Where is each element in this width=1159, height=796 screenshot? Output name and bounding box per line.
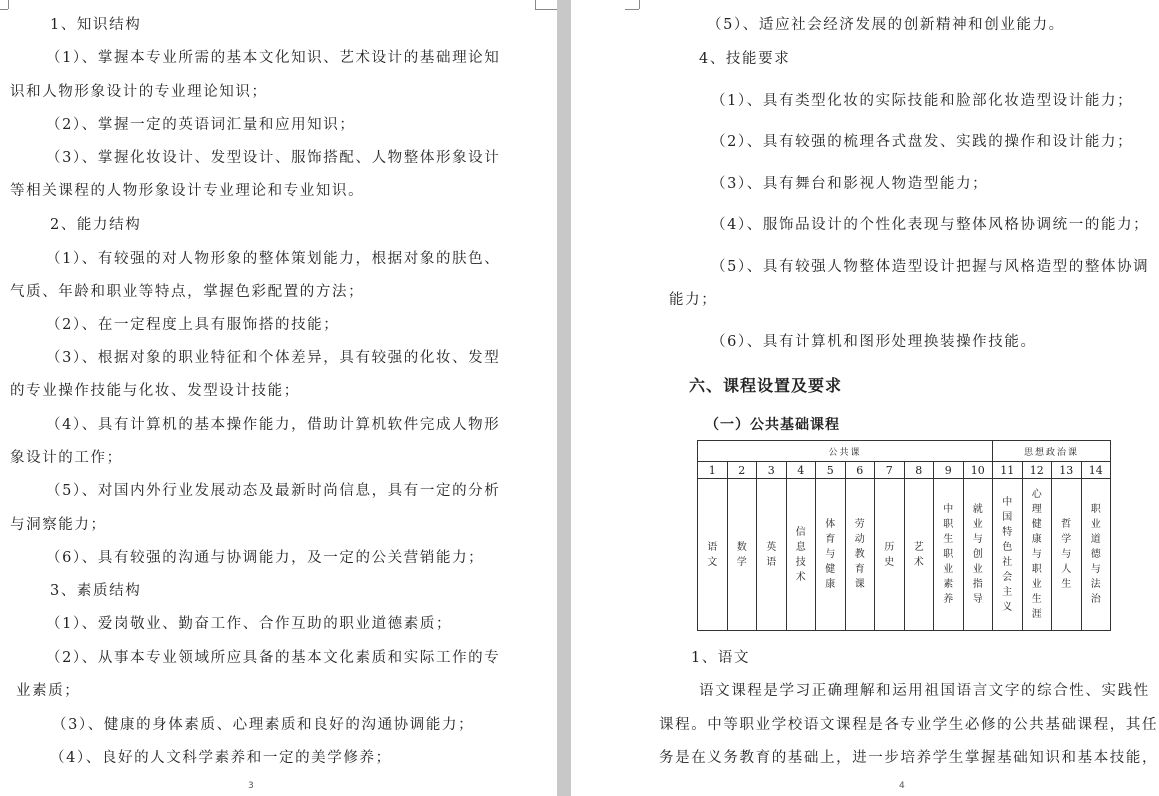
chapter-heading: 六、课程设置及要求: [689, 376, 843, 395]
crop-mark: [0, 9, 8, 10]
page-number: 4: [899, 781, 905, 791]
course-name: 数学: [736, 541, 747, 568]
paragraph-line: 气质、年龄和职业等特点，掌握色彩配置的方法；: [10, 284, 365, 300]
paragraph-line: 象设计的工作；: [10, 450, 123, 466]
table-number-cell: 3: [757, 462, 787, 479]
course-name: 职业道德与法治: [1090, 504, 1101, 606]
table-number-cell: 10: [963, 462, 993, 479]
table-number-cell: 12: [1022, 462, 1052, 479]
table-course-cell: [934, 479, 964, 631]
paragraph-line: （2）、掌握一定的英语词汇量和应用知识；: [46, 117, 356, 133]
paragraph-line: （3）、具有舞台和影视人物造型能力；: [711, 176, 989, 192]
subsection-heading-chinese: 1、语文: [691, 650, 751, 666]
table-course-cell: [845, 479, 875, 631]
paragraph-line: （3）、根据对象的职业特征和个体差异，具有较强的化妆、发型: [46, 350, 501, 366]
paragraph-line: 业素质；: [16, 683, 81, 699]
crop-mark: [639, 0, 640, 9]
table-number-cell: 9: [934, 462, 964, 479]
document-page-right: [571, 0, 1159, 796]
course-name: 艺术: [913, 541, 924, 568]
course-name: 就业与创业指导: [972, 504, 983, 606]
table-course-cell: [786, 479, 816, 631]
paragraph-line: （4）、具有计算机的基本操作能力，借助计算机软件完成人物形: [46, 417, 501, 433]
paragraph-line: 与洞察能力；: [10, 517, 107, 533]
course-name: 中职生职业素养: [943, 504, 954, 606]
table-number-cell: 1: [698, 462, 728, 479]
course-name: 心理健康与职业生涯: [1031, 489, 1042, 621]
table-course-cell: [875, 479, 905, 631]
table-number-cell: 6: [845, 462, 875, 479]
course-name: 劳动教育课: [854, 519, 865, 591]
crop-mark: [8, 0, 9, 9]
table-number-cell: 14: [1081, 462, 1111, 479]
paragraph-line: （1）、具有类型化妆的实际技能和脸部化妆造型设计能力；: [711, 93, 1134, 109]
course-name: 哲学与人生: [1061, 519, 1072, 591]
section-heading-ability: 2、能力结构: [50, 217, 142, 233]
crop-mark: [625, 9, 639, 10]
paragraph-line: （5）、具有较强人物整体造型设计把握与风格造型的整体协调: [711, 259, 1150, 275]
course-name: 体育与健康: [825, 519, 836, 591]
paragraph-line: 能力；: [669, 292, 718, 308]
table-course-cell: [1081, 479, 1111, 631]
table-course-cell: [1052, 479, 1082, 631]
table-course-cell: [1022, 479, 1052, 631]
table-number-cell: 5: [816, 462, 846, 479]
table-number-cell: 2: [727, 462, 757, 479]
section-heading-knowledge: 1、知识结构: [50, 17, 142, 33]
course-name: 信息技术: [795, 526, 806, 583]
paragraph-line: （6）、具有较强的沟通与协调能力，及一定的公关营销能力；: [46, 550, 485, 566]
paragraph-line: 课程。中等职业学校语文课程是各专业学生必修的公共基础课程，其任: [659, 717, 1159, 733]
paragraph-line: （5）、适应社会经济发展的创新精神和创业能力。: [707, 17, 1065, 33]
paragraph-line: （5）、对国内外行业发展动态及最新时尚信息，具有一定的分析: [46, 483, 501, 499]
section-heading-skills: 4、技能要求: [699, 51, 791, 67]
section-heading-quality: 3、素质结构: [50, 583, 142, 599]
paragraph-line: （2）、具有较强的梳理各式盘发、实践的操作和设计能力；: [711, 134, 1134, 150]
paragraph-line: 识和人物形象设计的专业理论知识；: [10, 84, 268, 100]
table-number-cell: 11: [993, 462, 1023, 479]
paragraph-line: （3）、掌握化妆设计、发型设计、服饰搭配、人物整体形象设计: [46, 150, 501, 166]
table-course-cell: [993, 479, 1023, 631]
paragraph-line: 的专业操作技能与化妆、发型设计技能；: [10, 383, 300, 399]
table-course-cell: [757, 479, 787, 631]
page-gap: [557, 0, 571, 796]
paragraph-line: 务是在义务教育的基础上，进一步培养学生掌握基础知识和基本技能，: [659, 750, 1159, 766]
table-number-cell: 4: [786, 462, 816, 479]
course-name: 语文: [707, 541, 718, 568]
paragraph-line: （4）、良好的人文科学素养和一定的美学修养；: [50, 750, 392, 766]
subsection-heading: （一）公共基础课程: [705, 417, 840, 433]
paragraph-line: （1）、爱岗敬业、勤奋工作、合作互助的职业道德素质；: [46, 616, 453, 632]
paragraph-line: （3）、健康的身体素质、心理素质和良好的沟通协调能力；: [52, 717, 475, 733]
table-group-header: 公共课: [698, 441, 993, 462]
paragraph-line: （1）、有较强的对人物形象的整体策划能力，根据对象的肤色、: [46, 251, 501, 267]
paragraph-line: （6）、具有计算机和图形处理换装操作技能。: [711, 334, 1037, 350]
paragraph-line: （4）、服饰品设计的个性化表现与整体风格协调统一的能力；: [711, 217, 1150, 233]
table-course-cell: [963, 479, 993, 631]
table-number-cell: 8: [904, 462, 934, 479]
course-name: 英语: [766, 541, 777, 568]
crop-mark: [535, 0, 536, 9]
page-number: 3: [248, 781, 254, 791]
paragraph-line: 等相关课程的人物形象设计专业理论和专业知识。: [10, 183, 365, 199]
table-number-cell: 13: [1052, 462, 1082, 479]
curriculum-table: [697, 440, 1111, 631]
paragraph-line: 语文课程是学习正确理解和运用祖国语言文字的综合性、实践性: [699, 683, 1150, 699]
table-number-cell: 7: [875, 462, 905, 479]
table-course-cell: [698, 479, 728, 631]
course-name: 中国特色社会主义: [1002, 496, 1013, 613]
table-group-header: 思想政治课: [993, 441, 1111, 462]
crop-mark: [535, 9, 557, 10]
document-page-left: [0, 0, 557, 796]
table-course-cell: [904, 479, 934, 631]
table-course-cell: [816, 479, 846, 631]
course-name: 历史: [884, 541, 895, 568]
paragraph-line: （2）、在一定程度上具有服饰搭的技能；: [46, 317, 340, 333]
table-course-cell: [727, 479, 757, 631]
paragraph-line: （2）、从事本专业领域所应具备的基本文化素质和实际工作的专: [46, 650, 501, 666]
paragraph-line: （1）、掌握本专业所需的基本文化知识、艺术设计的基础理论知: [46, 50, 501, 66]
